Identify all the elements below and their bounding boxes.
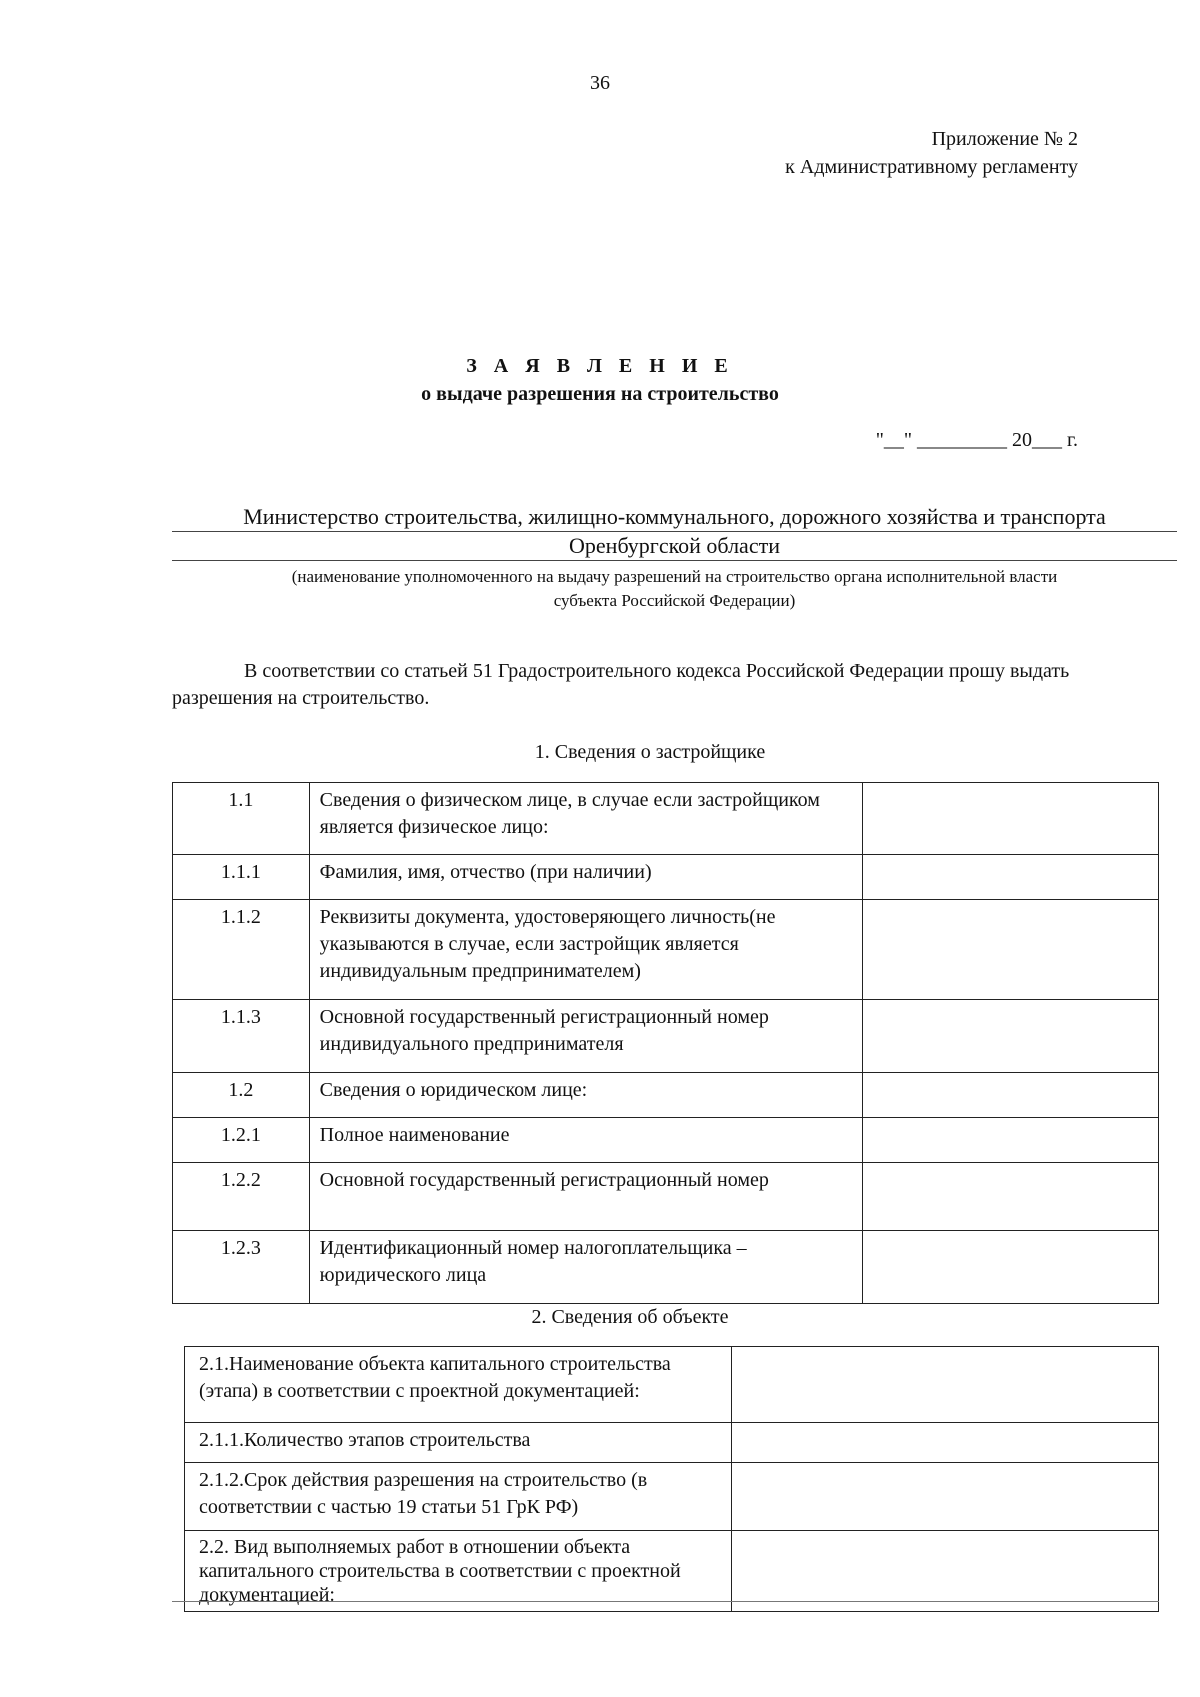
row-number: 1.2.1 [173,1118,310,1163]
authority-caption [172,565,1177,613]
row-value-field[interactable] [863,1118,1159,1163]
appendix-reference [785,125,1078,181]
table-row [185,1463,1159,1531]
row-label: Основной государственный регистрационный номер [309,1163,863,1231]
row-value-field[interactable] [732,1347,1159,1423]
table-row [173,1118,1159,1163]
table-row [173,1073,1159,1118]
page-bottom-rule [172,1601,1159,1602]
row-label: Фамилия, имя, отчество (при наличии) [309,855,863,900]
table-row [185,1423,1159,1463]
appendix-line-1: Приложение № 2 [931,128,1078,150]
row-value-field[interactable] [863,1073,1159,1118]
row-value-field[interactable] [732,1463,1159,1531]
table-row [185,1531,1159,1612]
row-label: 2.1.1.Количество этапов строительства [185,1423,732,1463]
row-label: Сведения о физическом лице, в случае если застройщиком является физическое лицо: [309,783,863,855]
row-label: Идентификационный номер налогоплательщика – юридического лица [309,1231,863,1304]
table-row [173,1163,1159,1231]
authority-line-2: Оренбургской области [172,532,1177,561]
authority-caption-line-2: субъекта Российской Федерации) [553,591,796,610]
row-value-field[interactable] [863,855,1159,900]
row-label: 2.2. Вид выполняемых работ в отношении объекта капитального строительства в соответствии с проектной документацией: [185,1531,732,1612]
table-row [173,855,1159,900]
row-value-field[interactable] [863,1231,1159,1304]
table-row [173,1000,1159,1073]
row-value-field[interactable] [863,1000,1159,1073]
row-value-field[interactable] [863,1163,1159,1231]
row-label: 2.1.Наименование объекта капитального строительства (этапа) в соответствии с проектной документацией: [185,1347,732,1423]
section-2-title: 2. Сведения об объекте [531,1306,729,1328]
developer-info-table [172,782,1159,1304]
row-value-field[interactable] [732,1423,1159,1463]
page-number: 36 [590,72,610,94]
row-label: Сведения о юридическом лице: [309,1073,863,1118]
row-number: 1.1.2 [173,900,310,1000]
row-value-field[interactable] [863,783,1159,855]
table-row [185,1347,1159,1423]
table-row [173,783,1159,855]
row-number: 1.1.1 [173,855,310,900]
row-number: 1.2 [173,1073,310,1118]
row-number: 1.1 [173,783,310,855]
authority-name[interactable] [172,503,1177,561]
authority-caption-line-1: (наименование уполномоченного на выдачу разрешений на строительство органа исполнительной власти [291,567,1058,586]
request-paragraph: В соответствии со статьей 51 Градостроительного кодекса Российской Федерации прошу выдать разрешения на строительство. [172,660,1070,709]
document-title: З А Я В Л Е Н И Е [466,355,734,377]
appendix-line-2: к Административному регламенту [785,156,1078,178]
row-number: 1.1.3 [173,1000,310,1073]
row-label: Полное наименование [309,1118,863,1163]
row-number: 1.2.2 [173,1163,310,1231]
document-subtitle: о выдаче разрешения на строительство [421,383,779,405]
table-row [173,900,1159,1000]
authority-line-1: Министерство строительства, жилищно-коммунального, дорожного хозяйства и транспорта [172,503,1177,532]
section-1-title: 1. Сведения о застройщике [534,741,766,763]
row-value-field[interactable] [863,900,1159,1000]
table-row [173,1231,1159,1304]
document-title-block [0,352,1200,408]
row-label: Основной государственный регистрационный номер индивидуального предпринимателя [309,1000,863,1073]
row-label: 2.1.2.Срок действия разрешения на строительство (в соответствии с частью 19 статьи 51 ГрК РФ) [185,1463,732,1531]
row-value-field[interactable] [732,1531,1159,1612]
date-field[interactable]: "__" _________ 20___ г. [875,429,1078,451]
object-info-table [184,1346,1159,1612]
row-label: Реквизиты документа, удостоверяющего личность(не указываются в случае, если застройщик является индивидуальным предпринимателем) [309,900,863,1000]
row-number: 1.2.3 [173,1231,310,1304]
